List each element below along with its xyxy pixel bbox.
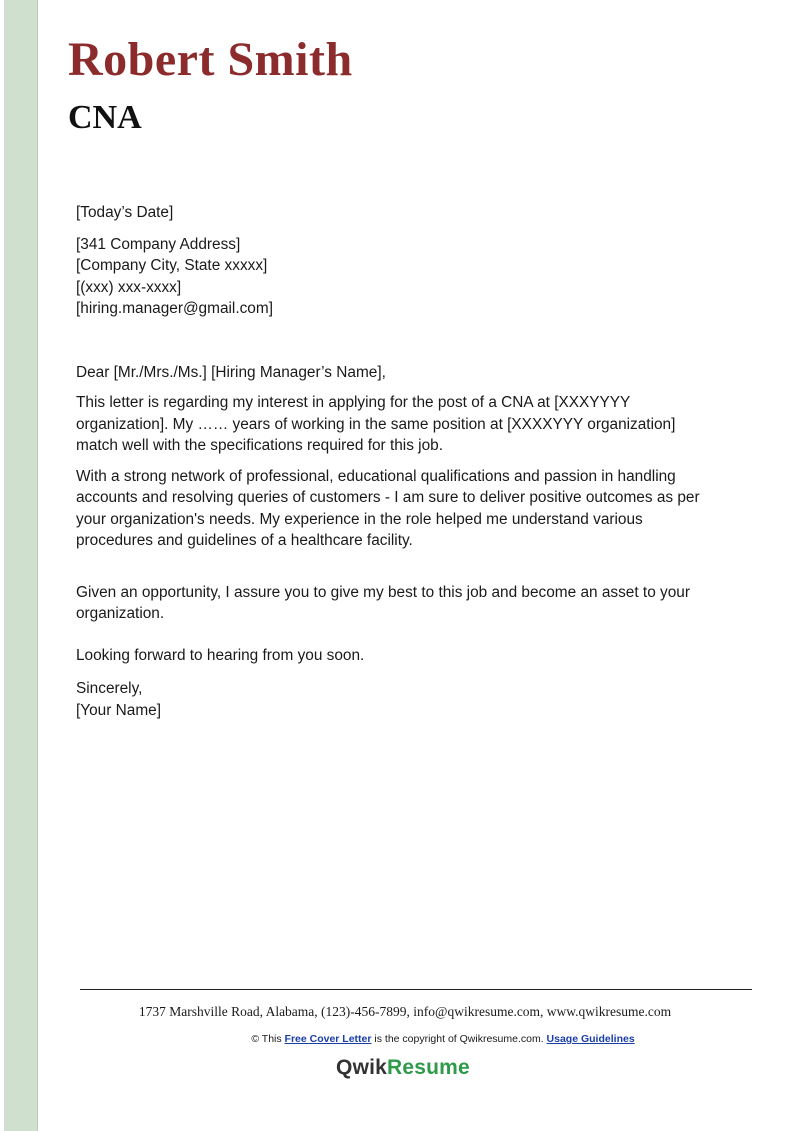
- salutation: Dear [Mr./Mrs./Ms.] [Hiring Manager’s Name],: [76, 363, 386, 381]
- paragraph-line: organization.: [76, 605, 165, 622]
- paragraph-line: This letter is regarding my interest in applying for the post of a CNA at [XXXYYYY: [76, 394, 631, 411]
- recipient-address: [76, 234, 736, 320]
- paragraph-line: Given an opportunity, I assure you to give my best to this job and become an asset to your: [76, 583, 690, 601]
- address-line: [(xxx) xxx-xxxx]: [76, 278, 182, 296]
- footer-divider: [80, 989, 752, 990]
- footer-copyright: [0, 1033, 800, 1045]
- paragraph-opportunity: [76, 582, 736, 625]
- address-line: [Company City, State xxxxx]: [76, 257, 268, 274]
- copyright-middle: is the copyright of Qwikresume.com.: [371, 1033, 547, 1045]
- closing-block: [76, 678, 736, 721]
- copyright-prefix: © This: [251, 1033, 285, 1045]
- paragraph-line: With a strong network of professional, educational qualifications and passion in handling: [76, 467, 676, 485]
- letter-header: [68, 30, 353, 140]
- paragraph-line: procedures and guidelines of a healthcare facility.: [76, 532, 413, 549]
- paragraph-line: accounts and resolving queries of customers - I am sure to deliver positive outcomes as per: [76, 489, 700, 506]
- paragraph-line: Looking forward to hearing from you soon.: [76, 646, 365, 664]
- address-line: [hiring.manager@gmail.com]: [76, 300, 273, 317]
- logo-part-qwik: Qwik: [336, 1056, 388, 1079]
- qwikresume-logo: [0, 1056, 800, 1080]
- paragraph-line: match well with the specifications required for this job.: [76, 437, 443, 454]
- paragraph-intro: [76, 392, 736, 457]
- closing: Sincerely,: [76, 680, 143, 697]
- footer-contact: 1737 Marshville Road, Alabama, (123)-456-7899, info@qwikresume.com, www.qwikresume.com: [138, 1004, 672, 1019]
- decorative-side-bar: [4, 0, 38, 1131]
- logo-part-resume: Resume: [387, 1056, 470, 1079]
- signature: [Your Name]: [76, 701, 161, 719]
- applicant-role: CNA: [68, 99, 142, 136]
- applicant-name: Robert Smith: [68, 33, 353, 86]
- paragraph-line: organization]. My …… years of working in the same position at [XXXXYYY organization]: [76, 415, 676, 433]
- letter-date: [Today’s Date]: [76, 204, 174, 221]
- paragraph-closing-remark: [76, 645, 736, 667]
- free-cover-letter-link[interactable]: Free Cover Letter: [284, 1033, 372, 1045]
- paragraph-qualifications: [76, 466, 736, 552]
- paragraph-line: your organization's needs. My experience in the role helped me understand various: [76, 510, 643, 528]
- usage-guidelines-link[interactable]: Usage Guidelines: [546, 1033, 635, 1045]
- letter-body: [76, 202, 736, 721]
- address-line: [341 Company Address]: [76, 235, 241, 253]
